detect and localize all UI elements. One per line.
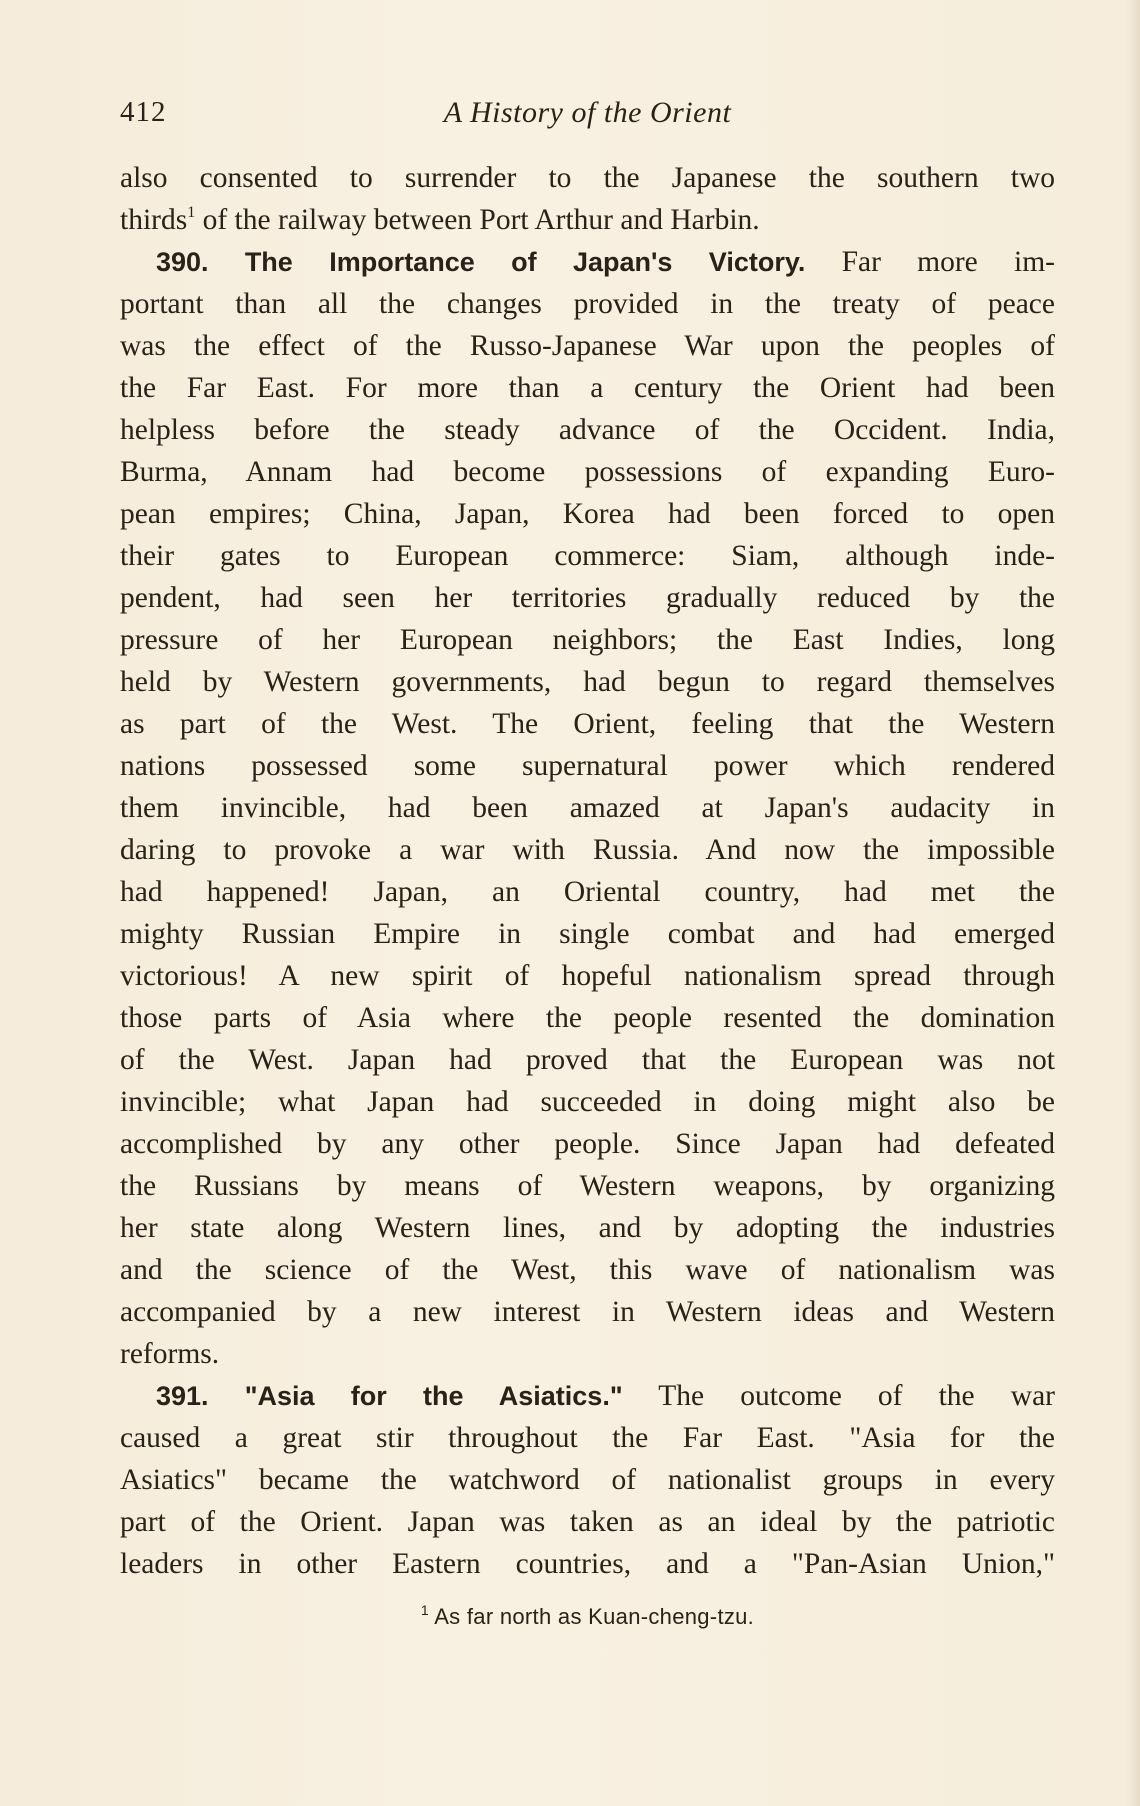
section-heading-391 [120, 1375, 1055, 1417]
text-line: leaders in other Eastern countries, and a "Pan-Asian Union," [120, 1548, 1055, 1580]
section-lead-text: The outcome of the war [658, 1380, 1055, 1412]
section-title: The Importance of Japan's Victory. [244, 247, 806, 277]
section-heading-390 [120, 241, 1055, 283]
text-line: was the effect of the Russo-Japanese War upon the peoples of [120, 330, 1055, 362]
footnote-text: As far north as Kuan-cheng-tzu. [434, 1604, 755, 1629]
text-line: her state along Western lines, and by adopting the industries [120, 1212, 1055, 1244]
text-line: pressure of her European neighbors; the East Indies, long [120, 624, 1055, 656]
text-line: caused a great stir throughout the Far East. "Asia for the [120, 1422, 1055, 1454]
text-line: had happened! Japan, an Oriental country, had met the [120, 876, 1055, 908]
text-line: helpless before the steady advance of the Occident. India, [120, 414, 1055, 446]
section-number: 390. [156, 247, 209, 277]
text-line: invincible; what Japan had succeeded in doing might also be [120, 1086, 1055, 1118]
text-line: accompanied by a new interest in Western ideas and Western [120, 1296, 1055, 1328]
text-line: portant than all the changes provided in the treaty of peace [120, 288, 1055, 320]
footnote-marker: 1 [420, 1602, 429, 1618]
body-text [120, 157, 1055, 1585]
text-line: them invincible, had been amazed at Japan's audacity in [120, 792, 1055, 824]
text-line: mighty Russian Empire in single combat and had emerged [120, 918, 1055, 950]
text-line: the Russians by means of Western weapons, by organizing [120, 1170, 1055, 1202]
text-line: reforms. [120, 1338, 220, 1370]
text-line: daring to provoke a war with Russia. And now the impossible [120, 834, 1055, 866]
text-line: as part of the West. The Orient, feeling that the Western [120, 708, 1055, 740]
text-line: Asiatics" became the watchword of nationalist groups in every [120, 1464, 1055, 1496]
text-line: held by Western governments, had begun to regard themselves [120, 666, 1055, 698]
text-line: victorious! A new spirit of hopeful nationalism spread through [120, 960, 1055, 992]
text-line: the Far East. For more than a century the Orient had been [120, 372, 1055, 404]
text-line: pendent, had seen her territories gradually reduced by the [120, 582, 1055, 614]
text-line: their gates to European commerce: Siam, although inde- [120, 540, 1055, 572]
section-number: 391. [156, 1381, 209, 1411]
line-rest: of the railway between Port Arthur and Harbin. [202, 204, 760, 236]
section-lead-text: Far more im- [841, 246, 1055, 278]
page-header [120, 96, 1055, 140]
line-lead: thirds [120, 204, 188, 236]
text-line: Burma, Annam had become possessions of expanding Euro- [120, 456, 1055, 488]
text-line [120, 199, 1055, 241]
running-title: A History of the Orient [443, 96, 732, 129]
text-line: nations possessed some supernatural power which rendered [120, 750, 1055, 782]
page-number: 412 [120, 96, 167, 128]
footnote-ref: 1 [187, 204, 196, 221]
text-line: those parts of Asia where the people resented the domination [120, 1002, 1055, 1034]
page-edge-shadow [1126, 0, 1140, 1806]
footnote [120, 1604, 1055, 1630]
section-title: "Asia for the Asiatics." [244, 1381, 623, 1411]
text-line: of the West. Japan had proved that the European was not [120, 1044, 1055, 1076]
text-line: also consented to surrender to the Japanese the southern two [120, 162, 1055, 194]
text-line: and the science of the West, this wave of nationalism was [120, 1254, 1055, 1286]
text-line: accomplished by any other people. Since Japan had defeated [120, 1128, 1055, 1160]
text-line: part of the Orient. Japan was taken as an ideal by the patriotic [120, 1506, 1055, 1538]
text-line: pean empires; China, Japan, Korea had been forced to open [120, 498, 1055, 530]
